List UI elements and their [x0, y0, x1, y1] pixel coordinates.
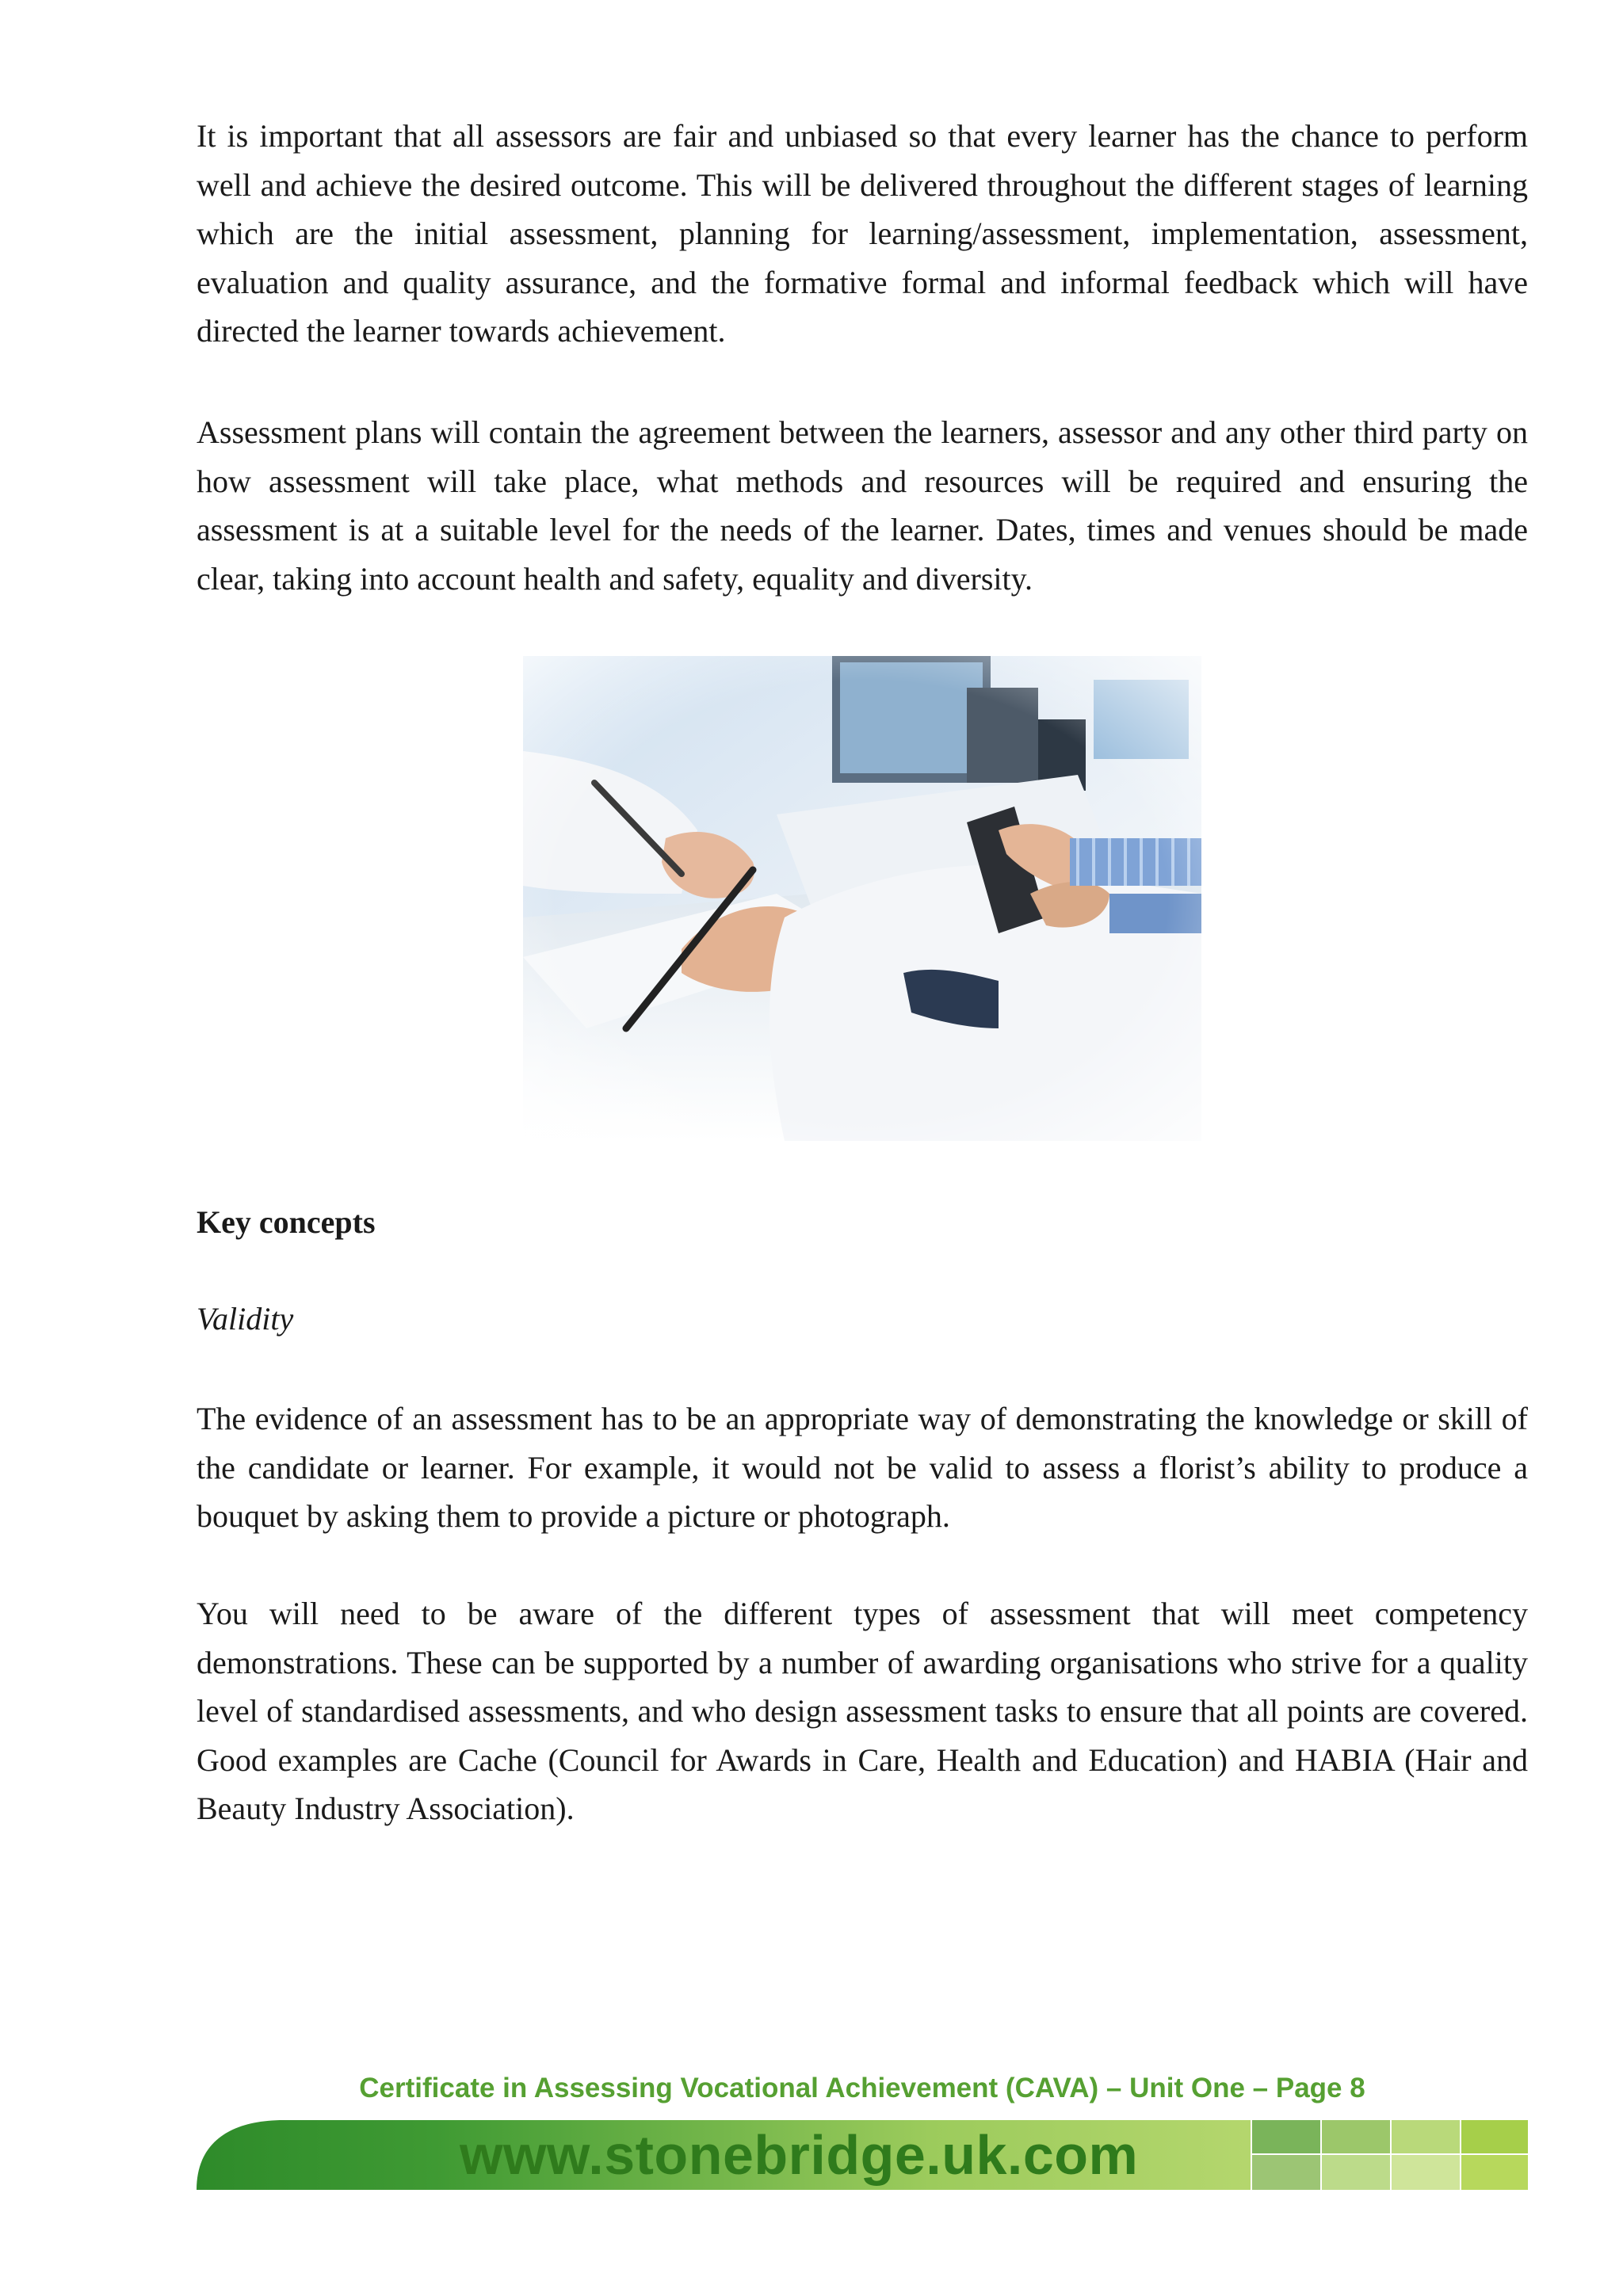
paragraph-assessment-types: You will need to be aware of the different types of assessment that will meet competency demonstrations. These can be supported by a number of awarding organisations who strive for a quality level of standardised assessments, and who design assessment tasks to ensure that all points are covered. Good examples are Cache (Council for Awards in Care, Health and Education) and HABIA (Hair and Beauty Industry Association). [197, 1596, 1528, 1826]
footer-banner [197, 2120, 1528, 2190]
paragraph-fair-assessment: It is important that all assessors are fair and unbiased so that every learner has the chance to perform well and achieve the desired outcome. This will be delivered throughout the different stages of learning which are the initial assessment, planning for learning/assessment, implementation, assessment, evaluation and quality assurance, and the formative formal and informal feedback which will have directed the learner towards achievement. [197, 118, 1528, 349]
subheading-validity: Validity [197, 1301, 294, 1337]
website-url: www.stonebridge.uk.com [460, 2124, 1139, 2186]
section-heading-key-concepts: Key concepts [197, 1204, 376, 1240]
footer-caption: Certificate in Assessing Vocational Achievement (CAVA) – Unit One – Page 8 [359, 2073, 1365, 2103]
paragraph-assessment-plans: Assessment plans will contain the agreement between the learners, assessor and any other third party on how assessment will take place, what methods and resources will be required and ensuring the assessment is at a suitable level for the needs of the learner. Dates, times and venues should be made clear, taking into account health and safety, equality and diversity. [197, 414, 1528, 597]
paragraph-validity-evidence: The evidence of an assessment has to be an appropriate way of demonstrating the knowledge or skill of the candidate or learner. For example, it would not be valid to assess a florist’s ability to produce a bouquet by asking them to provide a picture or photograph. [197, 1401, 1528, 1534]
meeting-photo [523, 656, 1201, 1141]
